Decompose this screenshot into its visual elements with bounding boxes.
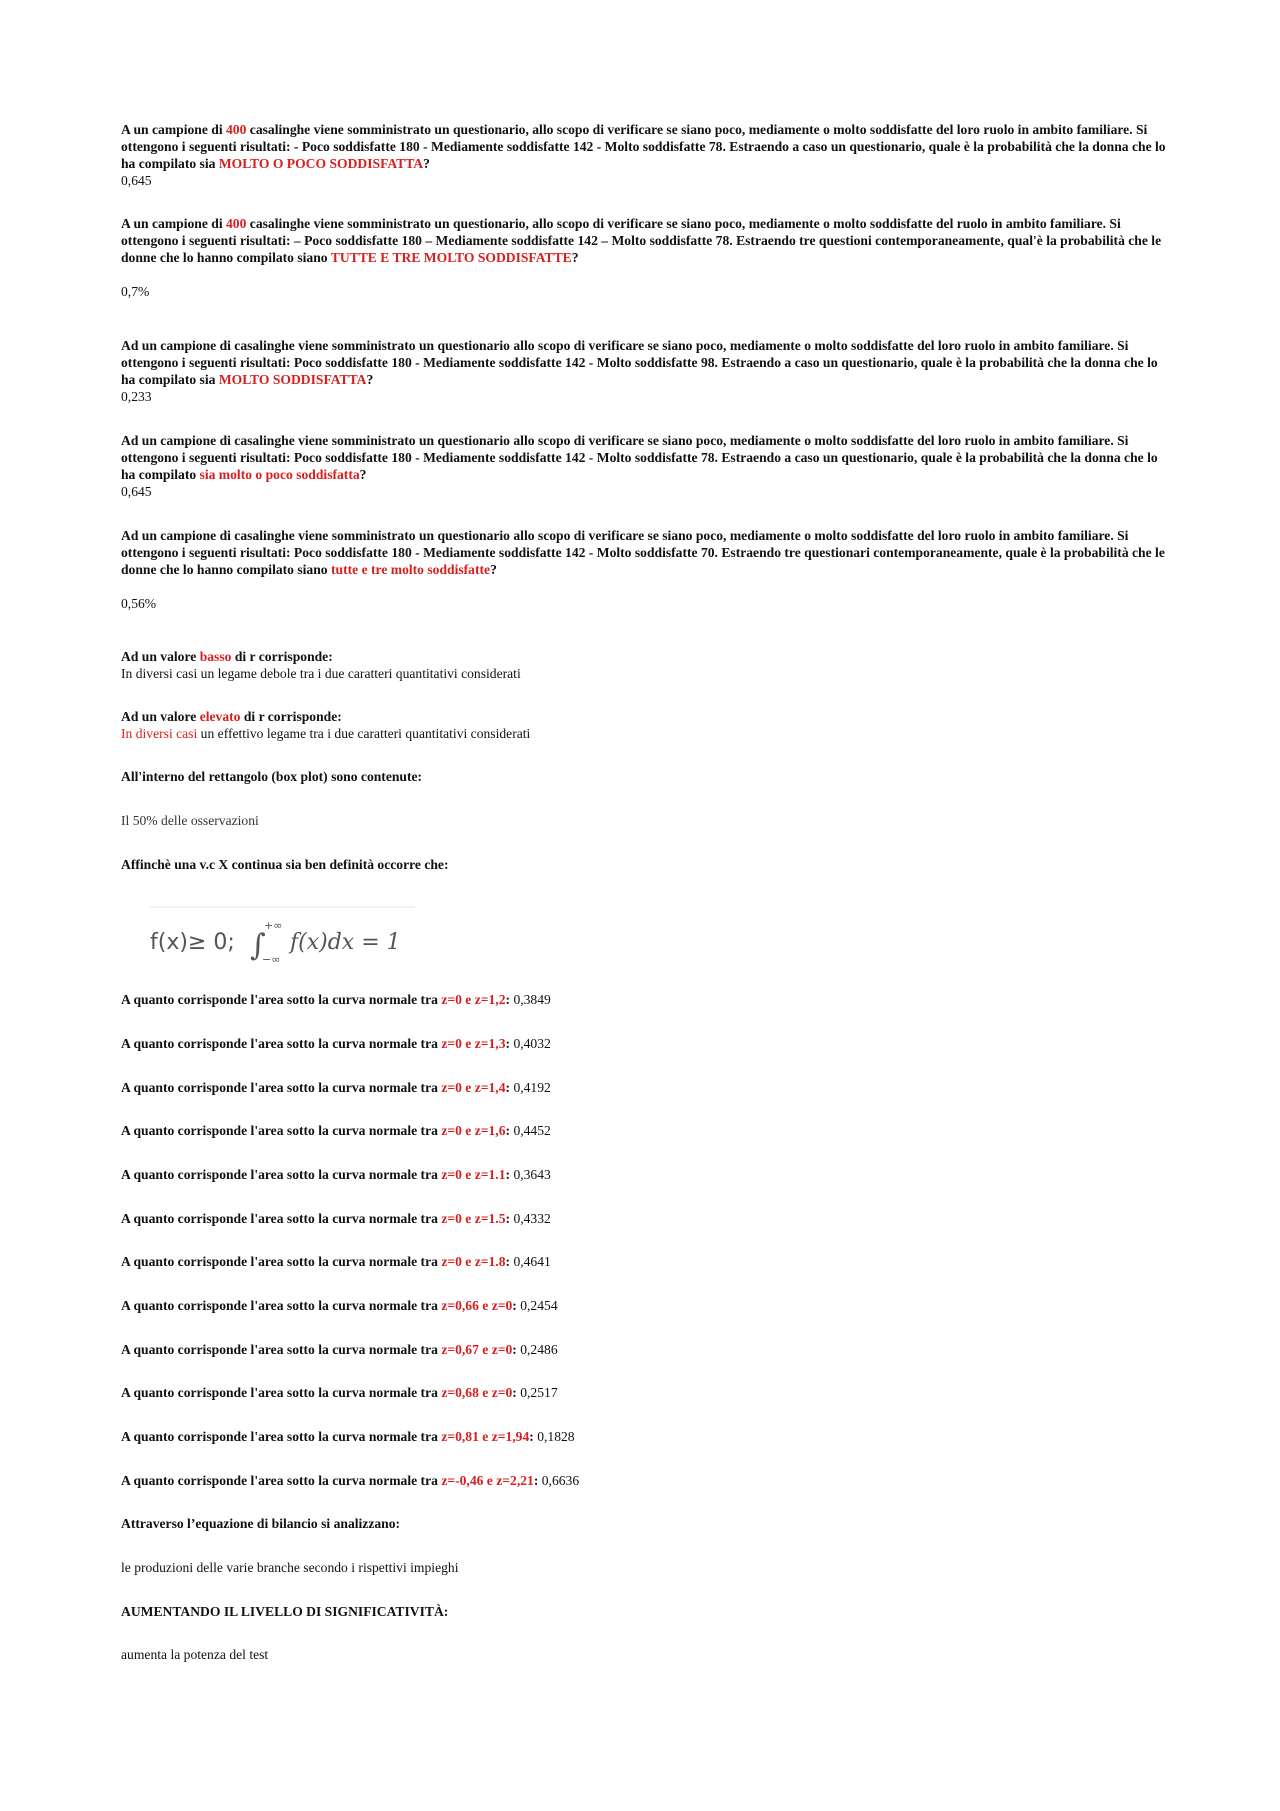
answer-text: 0,7%: [121, 284, 150, 299]
qa-item: [121, 432, 1166, 500]
answer-text: In diversi casi un legame debole tra i due caratteri quantitativi considerati: [121, 666, 521, 681]
qa-item: [121, 527, 1166, 612]
svg-text:∫: ∫: [250, 928, 266, 963]
formula-upper-limit: +∞: [264, 919, 283, 932]
normal-question: A quanto corrisponde l'area sotto la curva normale tra z=0 e z=1,6: 0,4452: [121, 1123, 551, 1138]
answer-text: 0,645: [121, 484, 152, 499]
normal-question: A quanto corrisponde l'area sotto la curva normale tra z=0,81 e z=1,94: 0,1828: [121, 1429, 575, 1444]
question-text: AUMENTANDO IL LIVELLO DI SIGNIFICATIVITÀ:: [121, 1604, 449, 1619]
normal-question: A quanto corrisponde l'area sotto la curva normale tra z=-0,46 e z=2,21: 0,6636: [121, 1473, 580, 1488]
qa-item: [121, 215, 1166, 300]
question-text: All'interno del rettangolo (box plot) sono contenute:: [121, 769, 423, 784]
normal-question: A quanto corrisponde l'area sotto la curva normale tra z=0,68 e z=0: 0,2517: [121, 1385, 558, 1400]
question-text: Attraverso l’equazione di bilancio si analizzano:: [121, 1516, 401, 1531]
normal-question: A quanto corrisponde l'area sotto la curva normale tra z=0 e z=1.5: 0,4332: [121, 1211, 551, 1226]
question-text: A un campione di 400 casalinghe viene somministrato un questionario, allo scopo di verificare se siano poco, mediamente o molto soddisfatte del ruolo in ambito familiare. Si ottengono i seguenti risultati: – Poco soddisfatte 180 – Mediamente soddisfatte 142 – Molto soddisfatte 78. Estraendo tre questioni contemporaneamente, qual'è la probabilità che le donne che lo hanno compilato siano TUTTE E TRE MOLTO SODDISFATTE?: [121, 216, 1162, 265]
qa-item: [121, 856, 1166, 873]
qa-item: [121, 337, 1166, 405]
answer-text: aumenta la potenza del test: [121, 1647, 269, 1662]
answer-text: 0,233: [121, 389, 152, 404]
question-text: Ad un valore basso di r corrisponde:: [121, 649, 333, 664]
formula-lhs: f(x)≥ 0;: [150, 930, 235, 955]
question-text: Ad un campione di casalinghe viene somministrato un questionario allo scopo di verificare se siano poco, mediamente o molto soddisfatte del loro ruolo in ambito familiare. Si ottengono i seguenti risultati: Poco soddisfatte 180 - Mediamente soddisfatte 142 - Molto soddisfatte 78. Estraendo a caso un questionario, quale è la probabilità che la donna che lo ha compilato sia molto o poco soddisfatta?: [121, 433, 1158, 482]
question-text: Ad un campione di casalinghe viene somministrato un questionario allo scopo di verificare se siano poco, mediamente o molto soddisfatte del loro ruolo in ambito familiare. Si ottengono i seguenti risultati: Poco soddisfatte 180 - Mediamente soddisfatte 142 - Molto soddisfatte 98. Estraendo a caso un questionario, quale è la probabilità che la donna che lo ha compilato sia MOLTO SODDISFATTA?: [121, 338, 1158, 387]
formula-lower-limit: −∞: [262, 953, 281, 966]
qa-item: [121, 121, 1166, 189]
question-text: A un campione di 400 casalinghe viene somministrato un questionario, allo scopo di verificare se siano poco, mediamente o molto soddisfatte del loro ruolo in ambito familiare. Si ottengono i seguenti risultati: - Poco soddisfatte 180 - Mediamente soddisfatte 142 - Molto soddisfatte 78. Estraendo a caso un questionario, quale è la probabilità che la donna che lo ha compilato sia MOLTO O POCO SODDISFATTA?: [121, 122, 1166, 171]
integral-formula: [150, 905, 415, 967]
question-text: Ad un campione di casalinghe viene somministrato un questionario allo scopo di verificare se siano poco, mediamente o molto soddisfatte del loro ruolo in ambito familiare. Si ottengono i seguenti risultati: Poco soddisfatte 180 - Mediamente soddisfatte 142 - Molto soddisfatte 70. Estraendo tre questionari contemporaneamente, quale è la probabilità che le donne che lo hanno compilato siano tutte e tre molto soddisfatte?: [121, 528, 1165, 577]
normal-question: A quanto corrisponde l'area sotto la curva normale tra z=0,67 e z=0: 0,2486: [121, 1342, 558, 1357]
answer-text: Il 50% delle osservazioni: [121, 813, 259, 828]
answer-text: In diversi casi un effettivo legame tra i due caratteri quantitativi considerati: [121, 726, 531, 741]
question-text: Affinchè una v.c X continua sia ben definità occorre che:: [121, 857, 449, 872]
answer-text: le produzioni delle varie branche secondo i rispettivi impieghi: [121, 1560, 459, 1575]
qa-item: [121, 768, 1166, 785]
normal-question: A quanto corrisponde l'area sotto la curva normale tra z=0 e z=1,4: 0,4192: [121, 1080, 551, 1095]
normal-question: A quanto corrisponde l'area sotto la curva normale tra z=0 e z=1.1: 0,3643: [121, 1167, 551, 1182]
answer-text: 0,645: [121, 173, 152, 188]
normal-question: A quanto corrisponde l'area sotto la curva normale tra z=0 e z=1.8: 0,4641: [121, 1254, 551, 1269]
question-text: Ad un valore elevato di r corrisponde:: [121, 709, 342, 724]
formula-body: f(x)dx = 1: [290, 930, 401, 955]
qa-item: [121, 708, 1166, 742]
answer-text: 0,56%: [121, 596, 157, 611]
normal-question: A quanto corrisponde l'area sotto la curva normale tra z=0 e z=1,3: 0,4032: [121, 1036, 551, 1051]
normal-question: A quanto corrisponde l'area sotto la curva normale tra z=0,66 e z=0: 0,2454: [121, 1298, 558, 1313]
normal-question: A quanto corrisponde l'area sotto la curva normale tra z=0 e z=1,2: 0,3849: [121, 992, 551, 1007]
qa-item: [121, 648, 1166, 682]
